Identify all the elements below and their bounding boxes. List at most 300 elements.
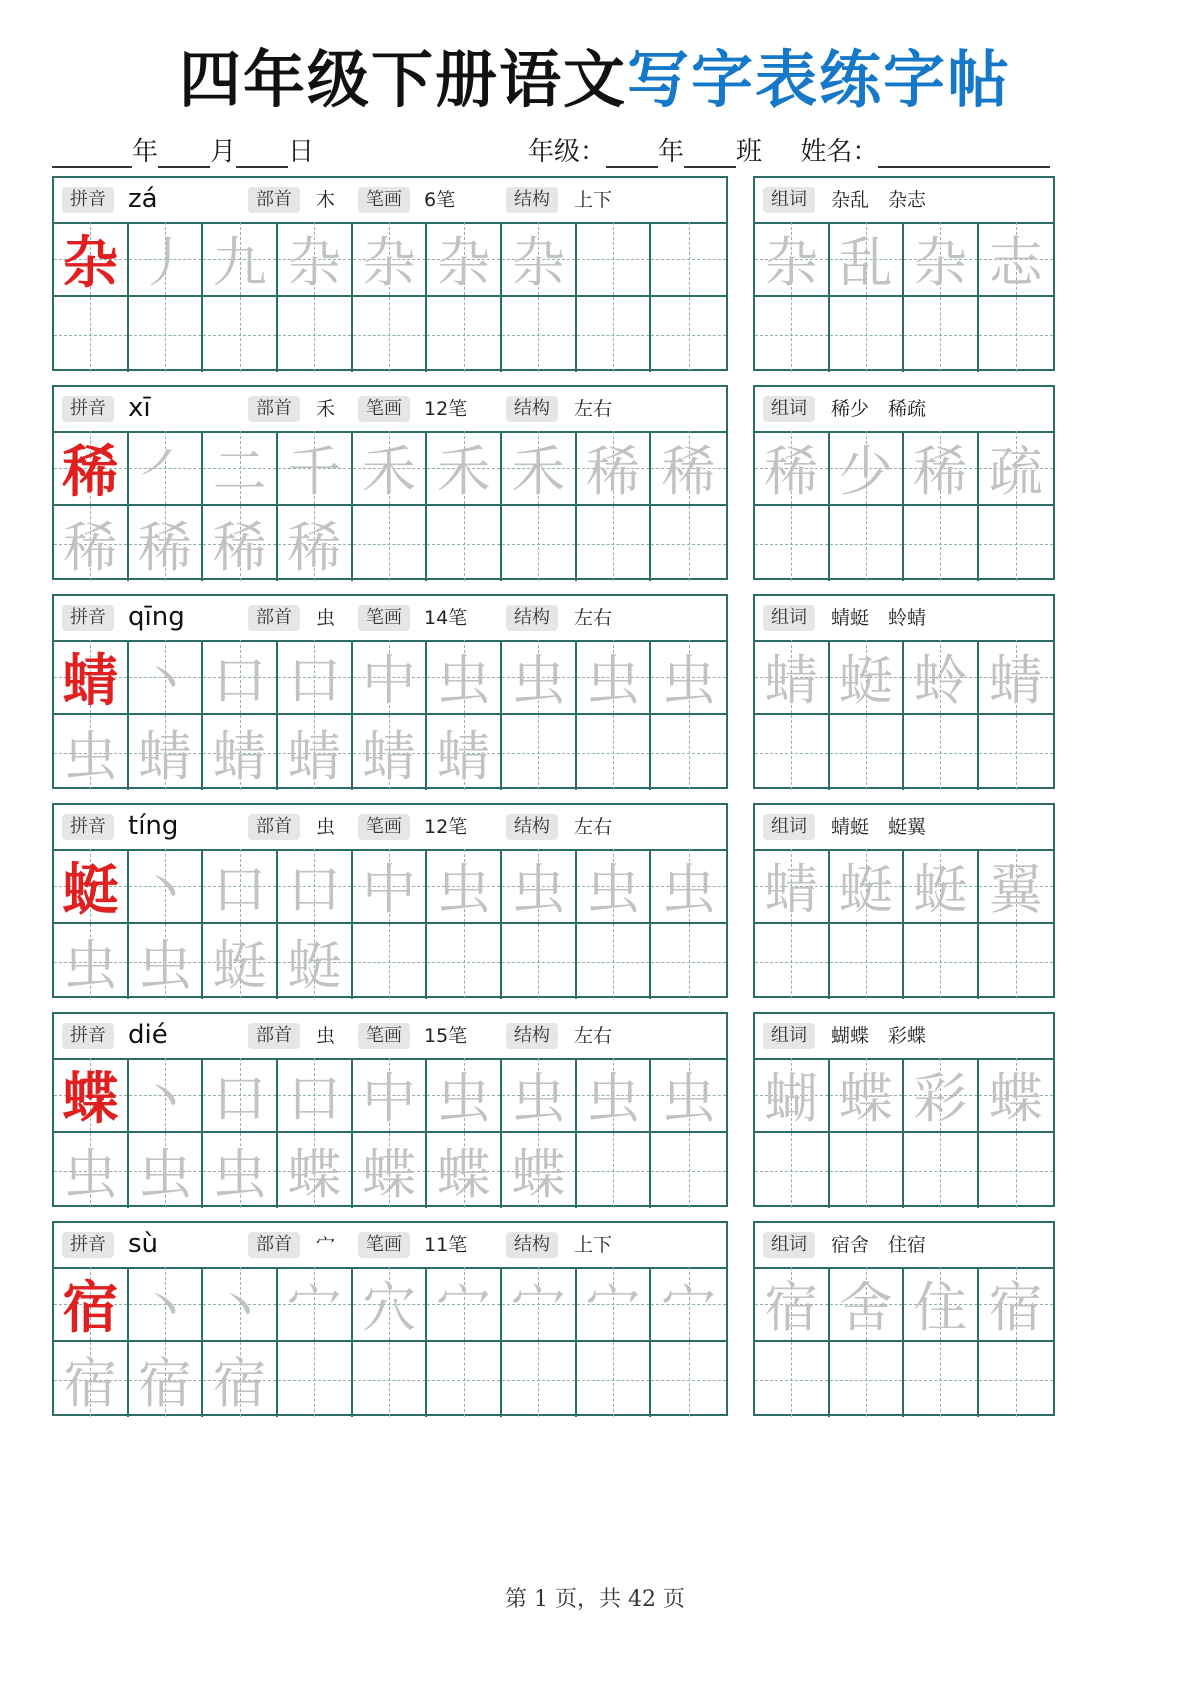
grid-cell[interactable] xyxy=(353,506,428,581)
stroke-order-character: 中 xyxy=(361,1067,416,1130)
grid-cell[interactable] xyxy=(904,849,979,924)
grid-cell[interactable] xyxy=(830,431,905,506)
stroke-order-character: 虫 xyxy=(661,858,716,921)
field-tag: 部首 xyxy=(248,1232,300,1258)
grid-cell[interactable] xyxy=(577,849,652,924)
stroke-order-character: 口 xyxy=(212,858,267,921)
grid-cell[interactable] xyxy=(278,222,353,297)
grid-cell[interactable] xyxy=(278,1058,353,1133)
word-practice-block xyxy=(753,1221,1055,1416)
field-tag: 笔画 xyxy=(358,605,410,631)
field-tag: 部首 xyxy=(248,1023,300,1049)
grid-cell[interactable] xyxy=(755,640,830,715)
grid-cell[interactable] xyxy=(129,1342,204,1417)
stroke-order-character: 千 xyxy=(287,440,342,503)
radical-value: 木 xyxy=(316,189,336,211)
grid-cell[interactable] xyxy=(577,431,652,506)
word-character: 翼 xyxy=(988,858,1043,921)
stroke-order-character: 虫 xyxy=(137,934,192,997)
grid-cell[interactable] xyxy=(651,640,726,715)
grid-cell[interactable] xyxy=(830,222,905,297)
grid-cell[interactable] xyxy=(577,1133,652,1208)
grid-cell[interactable] xyxy=(904,506,979,581)
stroke-order-character: 虫 xyxy=(63,934,118,997)
grade-year-label: 年 xyxy=(658,137,685,167)
grid-cell[interactable] xyxy=(203,506,278,581)
pinyin-value: qīng xyxy=(128,602,185,632)
stroke-order-character: 禾 xyxy=(361,440,416,503)
grid-cell[interactable] xyxy=(353,1058,428,1133)
grid-cell[interactable] xyxy=(577,715,652,790)
grid-cell[interactable] xyxy=(577,222,652,297)
grid-cell[interactable] xyxy=(651,924,726,999)
words-value: 杂乱 杂志 xyxy=(831,189,927,211)
structure-value: 上下 xyxy=(574,189,613,211)
structure-value: 上下 xyxy=(574,1234,613,1256)
grid-cell[interactable] xyxy=(129,1133,204,1208)
grid-cell[interactable] xyxy=(830,297,905,372)
grid-cell[interactable] xyxy=(54,297,129,372)
word-character: 蜻 xyxy=(764,649,819,712)
field-tag: 拼音 xyxy=(62,605,114,631)
grid-cell[interactable] xyxy=(129,297,204,372)
grid-cell[interactable] xyxy=(54,431,129,506)
grid-cell[interactable] xyxy=(427,1267,502,1342)
grid-cell[interactable] xyxy=(129,431,204,506)
word-character: 宿 xyxy=(764,1276,819,1339)
grid-cell[interactable] xyxy=(830,640,905,715)
word-character: 疏 xyxy=(988,440,1043,503)
stroke-order-character: 杂 xyxy=(436,231,491,294)
grid-cell[interactable] xyxy=(904,715,979,790)
grid-cell[interactable] xyxy=(502,1342,577,1417)
grid-cell[interactable] xyxy=(651,1133,726,1208)
field-tag: 组词 xyxy=(763,814,815,840)
word-practice-block xyxy=(753,594,1055,789)
field-tag: 结构 xyxy=(506,605,558,631)
grid-cell[interactable] xyxy=(54,715,129,790)
grid-cell[interactable] xyxy=(129,640,204,715)
stroke-order-character: 稀 xyxy=(585,440,640,503)
grid-cell[interactable] xyxy=(979,924,1054,999)
field-tag: 组词 xyxy=(763,1232,815,1258)
stroke-order-character: 二 xyxy=(212,440,267,503)
grid-cell[interactable] xyxy=(203,1133,278,1208)
grid-cell[interactable] xyxy=(502,1058,577,1133)
grid-cell[interactable] xyxy=(830,1058,905,1133)
grid-cell[interactable] xyxy=(353,1133,428,1208)
grid-cell[interactable] xyxy=(502,431,577,506)
char-info-header xyxy=(54,387,726,433)
grid-cell[interactable] xyxy=(577,1058,652,1133)
grid-cell[interactable] xyxy=(54,924,129,999)
grid-cell[interactable] xyxy=(979,715,1054,790)
words-value: 稀少 稀疏 xyxy=(831,398,927,420)
stroke-order-character: 蜻 xyxy=(137,725,192,788)
grid-cell[interactable] xyxy=(278,431,353,506)
strokes-value: 15笔 xyxy=(424,1025,468,1047)
grid-cell[interactable] xyxy=(502,924,577,999)
stroke-order-character: 蜻 xyxy=(212,725,267,788)
grid-cell[interactable] xyxy=(755,849,830,924)
pinyin-value: xī xyxy=(128,393,151,423)
grid-cell[interactable] xyxy=(651,849,726,924)
grid-cell[interactable] xyxy=(979,640,1054,715)
stroke-order-character: 蜓 xyxy=(287,934,342,997)
grid-cell[interactable] xyxy=(278,849,353,924)
month-label: 月 xyxy=(210,137,237,167)
grid-cell[interactable] xyxy=(502,297,577,372)
word-character: 蜓 xyxy=(838,858,893,921)
grid-cell[interactable] xyxy=(502,849,577,924)
grid-cell[interactable] xyxy=(502,1267,577,1342)
grid-cell[interactable] xyxy=(979,222,1054,297)
char-info-header xyxy=(54,805,726,851)
grid-cell[interactable] xyxy=(353,431,428,506)
grid-cell[interactable] xyxy=(755,1133,830,1208)
field-tag: 组词 xyxy=(763,187,815,213)
stroke-order-character: 虫 xyxy=(436,649,491,712)
grid-cell[interactable] xyxy=(427,431,502,506)
stroke-order-character: 虫 xyxy=(661,649,716,712)
grid-cell[interactable] xyxy=(278,924,353,999)
grid-cell[interactable] xyxy=(129,715,204,790)
grid-cell[interactable] xyxy=(904,640,979,715)
words-header xyxy=(755,1223,1053,1269)
grid-cell[interactable] xyxy=(830,1133,905,1208)
grid-cell[interactable] xyxy=(577,640,652,715)
grid-cell[interactable] xyxy=(54,1342,129,1417)
grid-cell[interactable] xyxy=(203,715,278,790)
grid-cell[interactable] xyxy=(129,1058,204,1133)
grid-cell[interactable] xyxy=(904,1267,979,1342)
grid-cell[interactable] xyxy=(54,1133,129,1208)
char-info-header xyxy=(54,596,726,642)
grid-cell[interactable] xyxy=(129,849,204,924)
grid-cell[interactable] xyxy=(427,1058,502,1133)
strokes-value: 12笔 xyxy=(424,398,468,420)
grid-cell[interactable] xyxy=(278,297,353,372)
grid-cell[interactable] xyxy=(904,1133,979,1208)
grid-cell[interactable] xyxy=(278,1133,353,1208)
stroke-order-character: 禾 xyxy=(436,440,491,503)
grid-cell[interactable] xyxy=(278,640,353,715)
grid-cell[interactable] xyxy=(278,715,353,790)
grid-cell[interactable] xyxy=(755,222,830,297)
grid-cell[interactable] xyxy=(203,222,278,297)
grid-cell[interactable] xyxy=(54,506,129,581)
structure-value: 左右 xyxy=(574,607,613,629)
day-label: 日 xyxy=(288,137,315,167)
stroke-order-character: 虫 xyxy=(585,858,640,921)
stroke-order-character: 口 xyxy=(287,858,342,921)
word-practice-block xyxy=(753,176,1055,371)
grid-cell[interactable] xyxy=(651,1342,726,1417)
grid-cell[interactable] xyxy=(353,222,428,297)
field-tag: 部首 xyxy=(248,187,300,213)
grid-cell[interactable] xyxy=(427,506,502,581)
grid-cell[interactable] xyxy=(755,297,830,372)
model-character: 蜓 xyxy=(62,857,119,923)
grid-cell[interactable] xyxy=(577,1267,652,1342)
strokes-value: 6笔 xyxy=(424,189,456,211)
word-character: 蝴 xyxy=(764,1067,819,1130)
grid-cell[interactable] xyxy=(427,1133,502,1208)
grid-cell[interactable] xyxy=(353,640,428,715)
page-title xyxy=(0,44,1190,116)
stroke-order-character: 宿 xyxy=(137,1352,192,1415)
grid-cell[interactable] xyxy=(353,849,428,924)
field-tag: 拼音 xyxy=(62,187,114,213)
field-tag: 拼音 xyxy=(62,1232,114,1258)
grid-cell[interactable] xyxy=(755,1058,830,1133)
word-character: 杂 xyxy=(913,231,968,294)
stroke-order-character: 丶 xyxy=(137,1276,192,1339)
grid-cell[interactable] xyxy=(979,1342,1054,1417)
field-tag: 拼音 xyxy=(62,396,114,422)
words-header xyxy=(755,387,1053,433)
grid-cell[interactable] xyxy=(830,715,905,790)
stroke-order-character: 虫 xyxy=(436,858,491,921)
stroke-order-character: 稀 xyxy=(212,516,267,579)
grid-cell[interactable] xyxy=(904,297,979,372)
grid-cell[interactable] xyxy=(577,1342,652,1417)
word-practice-block xyxy=(753,385,1055,580)
grid-cell[interactable] xyxy=(979,1267,1054,1342)
word-practice-block xyxy=(753,803,1055,998)
stroke-order-character: 穴 xyxy=(361,1276,416,1339)
grade-blank[interactable] xyxy=(606,140,658,168)
word-character: 蛉 xyxy=(913,649,968,712)
stroke-order-character: 蜻 xyxy=(436,725,491,788)
grid-cell[interactable] xyxy=(979,1133,1054,1208)
stroke-order-character: 蜻 xyxy=(361,725,416,788)
grid-cell[interactable] xyxy=(502,715,577,790)
grid-cell[interactable] xyxy=(904,222,979,297)
radical-value: 虫 xyxy=(316,1025,336,1047)
model-character: 蜻 xyxy=(62,648,119,714)
class-label: 班 xyxy=(736,137,763,167)
strokes-value: 12笔 xyxy=(424,816,468,838)
field-tag: 部首 xyxy=(248,814,300,840)
grid-cell[interactable] xyxy=(755,506,830,581)
grid-cell[interactable] xyxy=(755,715,830,790)
stroke-order-character: 宀 xyxy=(585,1276,640,1339)
char-info-header xyxy=(54,1014,726,1060)
grid-cell[interactable] xyxy=(979,1058,1054,1133)
grid-cell[interactable] xyxy=(427,222,502,297)
model-character: 宿 xyxy=(62,1275,119,1341)
grid-cell[interactable] xyxy=(203,431,278,506)
model-character: 杂 xyxy=(62,230,119,296)
grid-cell[interactable] xyxy=(278,506,353,581)
grid-cell[interactable] xyxy=(755,924,830,999)
stroke-order-character: 虫 xyxy=(585,1067,640,1130)
grid-cell[interactable] xyxy=(651,1267,726,1342)
field-tag: 结构 xyxy=(506,396,558,422)
year-label: 年 xyxy=(132,137,159,167)
grid-cell[interactable] xyxy=(353,1267,428,1342)
stroke-order-character: 口 xyxy=(287,649,342,712)
stroke-order-character: 虫 xyxy=(212,1143,267,1206)
stroke-order-character: 蝶 xyxy=(287,1143,342,1206)
year-blank[interactable] xyxy=(52,140,132,168)
stroke-order-character: 杂 xyxy=(287,231,342,294)
grid-cell[interactable] xyxy=(353,715,428,790)
stroke-order-character: 丿 xyxy=(137,231,192,294)
grid-cell[interactable] xyxy=(427,1342,502,1417)
char-practice-block xyxy=(52,176,728,371)
radical-value: 宀 xyxy=(316,1234,336,1256)
grid-cell[interactable] xyxy=(427,640,502,715)
class-blank[interactable] xyxy=(684,140,736,168)
class-line xyxy=(528,136,1050,168)
stroke-order-character: 口 xyxy=(212,1067,267,1130)
grid-cell[interactable] xyxy=(203,297,278,372)
field-tag: 组词 xyxy=(763,1023,815,1049)
grid-cell[interactable] xyxy=(203,640,278,715)
title-part2: 写字表练字帖 xyxy=(627,43,1012,116)
char-practice-block xyxy=(52,1221,728,1416)
grid-cell[interactable] xyxy=(979,431,1054,506)
grid-cell[interactable] xyxy=(203,1267,278,1342)
grid-cell[interactable] xyxy=(129,1267,204,1342)
grid-cell[interactable] xyxy=(755,1267,830,1342)
words-value: 蜻蜓 蛉蜻 xyxy=(831,607,927,629)
radical-value: 虫 xyxy=(316,607,336,629)
grid-cell[interactable] xyxy=(427,715,502,790)
stroke-order-character: 宿 xyxy=(63,1352,118,1415)
word-character: 蜻 xyxy=(764,858,819,921)
field-tag: 笔画 xyxy=(358,1023,410,1049)
stroke-order-character: 虫 xyxy=(511,1067,566,1130)
grid-cell[interactable] xyxy=(278,1267,353,1342)
stroke-order-character: 虫 xyxy=(63,725,118,788)
stroke-order-character: 禾 xyxy=(511,440,566,503)
grid-cell[interactable] xyxy=(129,924,204,999)
name-label: 姓名： xyxy=(800,137,879,167)
grid-cell[interactable] xyxy=(904,1342,979,1417)
stroke-order-character: 宀 xyxy=(436,1276,491,1339)
grid-cell[interactable] xyxy=(979,506,1054,581)
grid-cell[interactable] xyxy=(651,222,726,297)
word-character: 蜻 xyxy=(988,649,1043,712)
grid-cell[interactable] xyxy=(427,849,502,924)
grid-cell[interactable] xyxy=(427,297,502,372)
grid-cell[interactable] xyxy=(979,849,1054,924)
grid-cell[interactable] xyxy=(830,924,905,999)
stroke-order-character: 宀 xyxy=(661,1276,716,1339)
grid-cell[interactable] xyxy=(54,849,129,924)
grid-cell[interactable] xyxy=(502,640,577,715)
grid-cell[interactable] xyxy=(904,431,979,506)
grid-cell[interactable] xyxy=(203,849,278,924)
grid-cell[interactable] xyxy=(904,1058,979,1133)
stroke-order-character: 丶 xyxy=(137,649,192,712)
stroke-order-character: 杂 xyxy=(361,231,416,294)
word-character: 蜓 xyxy=(838,649,893,712)
stroke-order-character: 宿 xyxy=(212,1352,267,1415)
pinyin-value: dié xyxy=(128,1020,168,1050)
grid-cell[interactable] xyxy=(278,1342,353,1417)
word-character: 志 xyxy=(988,231,1043,294)
grid-cell[interactable] xyxy=(830,849,905,924)
month-blank[interactable] xyxy=(158,140,210,168)
grid-cell[interactable] xyxy=(979,297,1054,372)
char-practice-block xyxy=(52,803,728,998)
char-practice-block xyxy=(52,594,728,789)
grid-cell[interactable] xyxy=(54,640,129,715)
grid-cell[interactable] xyxy=(203,924,278,999)
stroke-order-character: 丶 xyxy=(137,858,192,921)
word-character: 彩 xyxy=(913,1067,968,1130)
char-practice-block xyxy=(52,1012,728,1207)
grid-cell[interactable] xyxy=(830,1267,905,1342)
grid-cell[interactable] xyxy=(651,297,726,372)
field-tag: 结构 xyxy=(506,814,558,840)
stroke-order-character: 丶 xyxy=(212,1276,267,1339)
field-tag: 结构 xyxy=(506,187,558,213)
word-character: 蝶 xyxy=(988,1067,1043,1130)
stroke-order-character: 虫 xyxy=(511,858,566,921)
grid-cell[interactable] xyxy=(54,1267,129,1342)
grid-cell[interactable] xyxy=(755,431,830,506)
pinyin-value: tíng xyxy=(128,811,179,841)
grid-cell[interactable] xyxy=(502,222,577,297)
name-blank[interactable] xyxy=(878,140,1050,168)
grid-cell[interactable] xyxy=(651,506,726,581)
grid-cell[interactable] xyxy=(54,222,129,297)
radical-value: 禾 xyxy=(316,398,336,420)
word-practice-block xyxy=(753,1012,1055,1207)
stroke-order-character: 虫 xyxy=(585,649,640,712)
word-character: 少 xyxy=(838,440,893,503)
grid-cell[interactable] xyxy=(353,924,428,999)
stroke-order-character: 稀 xyxy=(287,516,342,579)
date-line xyxy=(52,136,314,168)
grid-cell[interactable] xyxy=(577,506,652,581)
grid-cell[interactable] xyxy=(577,297,652,372)
words-header xyxy=(755,805,1053,851)
grid-cell[interactable] xyxy=(651,715,726,790)
words-value: 蜻蜓 蜓翼 xyxy=(831,816,927,838)
grid-cell[interactable] xyxy=(904,924,979,999)
grid-cell[interactable] xyxy=(129,506,204,581)
pinyin-value: zá xyxy=(128,184,158,214)
grid-cell[interactable] xyxy=(830,506,905,581)
stroke-order-character: 虫 xyxy=(63,1143,118,1206)
field-tag: 笔画 xyxy=(358,187,410,213)
grid-cell[interactable] xyxy=(353,297,428,372)
grid-cell[interactable] xyxy=(502,1133,577,1208)
day-blank[interactable] xyxy=(236,140,288,168)
grid-cell[interactable] xyxy=(651,431,726,506)
grid-cell[interactable] xyxy=(353,1342,428,1417)
grid-cell[interactable] xyxy=(755,1342,830,1417)
grid-cell[interactable] xyxy=(203,1058,278,1133)
stroke-order-character: 中 xyxy=(361,858,416,921)
grid-cell[interactable] xyxy=(651,1058,726,1133)
grid-cell[interactable] xyxy=(54,1058,129,1133)
grid-cell[interactable] xyxy=(830,1342,905,1417)
grid-cell[interactable] xyxy=(577,924,652,999)
grid-cell[interactable] xyxy=(203,1342,278,1417)
stroke-order-character: 口 xyxy=(287,1067,342,1130)
grid-cell[interactable] xyxy=(427,924,502,999)
grid-cell[interactable] xyxy=(502,506,577,581)
grid-cell[interactable] xyxy=(129,222,204,297)
stroke-order-character: 蝶 xyxy=(511,1143,566,1206)
